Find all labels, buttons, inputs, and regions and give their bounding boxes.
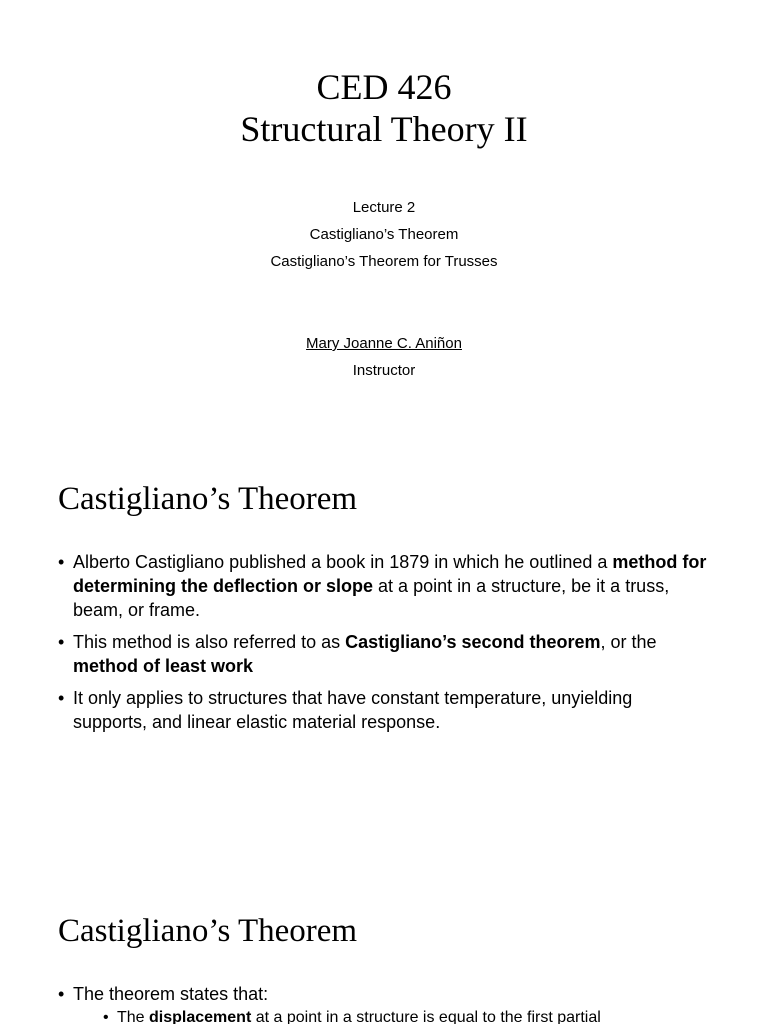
slide-heading: Castigliano’s Theorem: [58, 913, 358, 949]
bullet-list: [58, 982, 708, 1024]
theorem-statement-slide: [0, 864, 768, 1024]
bullet-text: , or the: [600, 632, 657, 652]
bullet-list: [58, 550, 708, 742]
list-item: [103, 1006, 708, 1024]
author-name: Mary Joanne C. Aniñon: [306, 335, 462, 352]
bullet-icon: •: [58, 632, 65, 652]
bullet-icon: •: [103, 1009, 109, 1024]
lecture-info: [0, 194, 768, 275]
list-item: [58, 630, 708, 678]
bullet-bold-text: method for determining the deflection or slope: [73, 552, 707, 596]
bullet-icon: •: [58, 552, 65, 572]
lecture-topic-1: Castigliano’s Theorem: [309, 226, 459, 243]
bullet-text: Alberto Castigliano published a book in 1879 in which he outlined a: [73, 552, 613, 572]
bullet-bold-text: method of least work: [73, 656, 254, 676]
theorem-intro-slide: [0, 432, 768, 864]
bullet-icon: •: [58, 984, 65, 1004]
slide-heading: Castigliano’s Theorem: [58, 481, 358, 517]
list-item: [58, 982, 708, 1024]
title-slide: [0, 0, 768, 432]
lecture-number: Lecture 2: [352, 199, 416, 216]
lecture-topic-2: Castigliano’s Theorem for Trusses: [270, 253, 498, 270]
bullet-text: at a point in a structure is equal to the first partial: [251, 1009, 601, 1024]
bullet-icon: •: [58, 688, 65, 708]
course-code: CED 426: [316, 67, 452, 107]
author-block: [0, 330, 768, 384]
bullet-bold-text: Castigliano’s second theorem: [345, 632, 601, 652]
author-role: Instructor: [352, 362, 416, 379]
sub-bullet-list: [73, 1006, 708, 1024]
bullet-text: It only applies to structures that have constant temperature, unyielding supports, and linear elastic material response.: [73, 688, 633, 732]
list-item: [58, 686, 708, 734]
bullet-text: This method is also referred to as: [73, 632, 346, 652]
bullet-text: The theorem states that:: [73, 984, 269, 1004]
bullet-text: The: [117, 1009, 150, 1024]
course-title: Structural Theory II: [240, 109, 528, 149]
list-item: [58, 550, 708, 622]
bullet-bold-text: displacement: [149, 1009, 252, 1024]
slide-title-block: [0, 66, 768, 150]
bullet-text: at a point in a structure, be it a truss, beam, or frame.: [73, 576, 670, 620]
